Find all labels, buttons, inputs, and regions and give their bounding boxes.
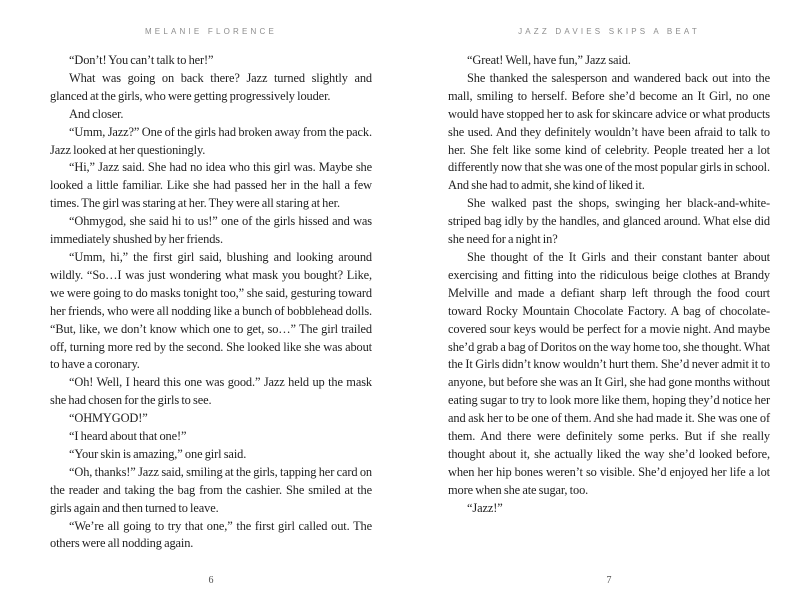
page-left: [50, 0, 372, 608]
paragraph: “Umm, hi,” the first girl said, blushing and looking around wildly. “So…I was just wondering what mask you bought? Like, we were going to do masks tonight too,” she said, gesturing toward her friends, who were all nodding like a bunch of bobblehead dolls. “But, like, we don’t know which one to get, so…” The girl trailed off, turning more red by the second. She looked like she was about to have a coronary.: [50, 249, 372, 372]
paragraph: “Jazz!”: [467, 500, 503, 515]
paragraph: “Oh, thanks!” Jazz said, smiling at the girls, tapping her card on the reader and taking the bag from the cashier. She smiled at the girls again and then turned to leave.: [50, 464, 372, 515]
page-right-body-text: [448, 52, 770, 518]
paragraph: She thanked the salesperson and wandered back out into the mall, smiling to herself. Before she’d become an It Girl, no one would have stopped her to ask for skincare advice or what products she used. And they definitely wouldn’t have been afraid to talk to her. She felt like some kind of celebrity. People treated her a lot differently now that she was one of the most popular girls in school. And she had to admit, she kind of liked it.: [448, 70, 770, 193]
paragraph: “Oh! Well, I heard this one was good.” Jazz held up the mask she had chosen for the girls to see.: [50, 375, 372, 408]
paragraph: “Your skin is amazing,” one girl said.: [69, 446, 247, 461]
paragraph: “We’re all going to try that one,” the first girl called out. The others were all nodding again.: [50, 518, 372, 551]
paragraph: She thought of the It Girls and their constant banter about exercising and fitting into the ridiculous beige clothes at Brandy Melville and made a defiant sharp left through the food court toward Rocky Mountain Chocolate Factory. A bag of chocolate-covered sour keys would be perfect for a movie night. And maybe she’d grab a bag of Doritos on the way home too, she thought. What the It Girls didn’t know wouldn’t hurt them. She’d never admit it to anyone, but before she was an It Girl, she had gone months without eating sugar to try to look more like them, hoping they’d notice her and ask her to be one of them. And she had made it. She was one of them. And there were definitely some perks. But if she really thought about it, she actually liked the way she’d looked before, when her hip bones weren’t so visible. She’d enjoyed her life a lot more when she ate sugar, too.: [448, 249, 770, 497]
page-left-body-text: [50, 52, 372, 553]
paragraph: And closer.: [69, 106, 124, 121]
page-number-left: 6: [208, 575, 214, 586]
paragraph: “Don’t! You can’t talk to her!”: [69, 53, 214, 67]
paragraph: “Ohmygod, she said hi to us!” one of the girls hissed and was immediately shushed by her friends.: [50, 214, 372, 247]
paragraph: “Hi,” Jazz said. She had no idea who this girl was. Maybe she looked a little familiar. Like she had passed her in the hall a few times. The girl was staring at her. They were all staring at her.: [50, 160, 372, 211]
running-head-book-title: JAZZ DAVIES SKIPS A BEAT: [518, 27, 700, 36]
paragraph: What was going on back there? Jazz turned slightly and glanced at the girls, who were getting progressively louder.: [50, 70, 372, 103]
paragraph: She walked past the shops, swinging her black-and-white-striped bag idly by the handles, and glanced around. What else did she need for a night in?: [448, 196, 770, 247]
page-right: [448, 0, 770, 608]
running-head-author: MELANIE FLORENCE: [144, 27, 278, 36]
paragraph: “I heard about that one!”: [69, 429, 187, 444]
paragraph: “Umm, Jazz?” One of the girls had broken away from the pack. Jazz looked at her questioningly.: [50, 124, 372, 157]
paragraph: “Great! Well, have fun,” Jazz said.: [467, 53, 631, 67]
paragraph: “OHMYGOD!”: [69, 411, 148, 426]
page-number-right: 7: [606, 575, 612, 586]
